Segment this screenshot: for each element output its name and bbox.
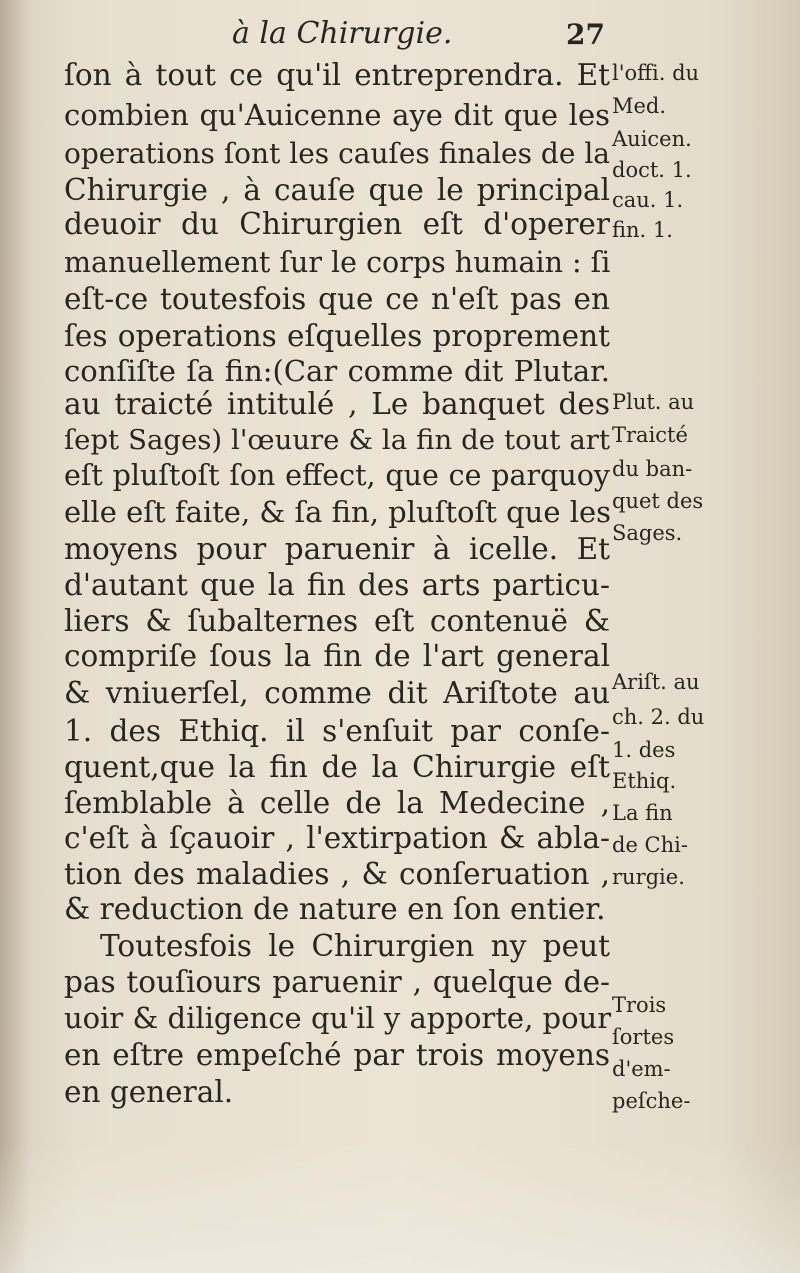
text-line: 1. des Ethiq. il s'enſuit par conſe- xyxy=(64,714,610,748)
margin-note-line: cau. 1. xyxy=(612,188,684,212)
text-line: liers & ſubalternes eſt contenuë & xyxy=(64,604,610,638)
text-line: operations ſont les cauſes finales de la xyxy=(64,137,610,170)
text-line: ſept Sages) l'œuure & la fin de tout art xyxy=(64,424,610,456)
margin-note-line: quet des xyxy=(612,489,704,513)
text-line: Toutesfois le Chirurgien ny peut xyxy=(100,929,610,963)
margin-note-line: 1. des xyxy=(612,738,676,762)
margin-note-line: fin. 1. xyxy=(612,218,673,242)
page-number: 27 xyxy=(566,18,605,51)
text-line: c'eſt à ſçauoir , l'extirpation & abla- xyxy=(64,821,610,855)
margin-note-line: peſche- xyxy=(612,1089,691,1113)
margin-note-line: doct. 1. xyxy=(612,158,692,182)
margin-note-line: La fin xyxy=(612,801,673,825)
text-line: ſemblable à celle de la Medecine , xyxy=(64,786,610,820)
margin-note-line: du ban- xyxy=(612,457,693,481)
text-line: combien qu'Auicenne aye dit que les xyxy=(64,98,610,132)
margin-note-line: Med. xyxy=(612,94,667,118)
margin-note-line: Plut. au xyxy=(612,390,695,414)
text-line: & reduction de nature en ſon entier. xyxy=(64,892,606,926)
text-line: moyens pour paruenir à icelle. Et xyxy=(64,532,610,566)
text-line: & vniuerſel, comme dit Ariſtote au xyxy=(64,676,610,710)
text-line: Chirurgie , à cauſe que le principal xyxy=(64,173,610,207)
text-line: tion des maladies , & conſeruation , xyxy=(64,857,610,891)
margin-note-line: de Chi- xyxy=(612,833,688,857)
margin-note-line: Sages. xyxy=(612,521,683,545)
margin-note-line: rurgie. xyxy=(612,865,685,889)
text-line: en general. xyxy=(64,1075,234,1109)
text-line: d'autant que la fin des arts particu- xyxy=(64,568,610,602)
margin-note-line: d'em- xyxy=(612,1057,671,1081)
margin-note-line: Auicen. xyxy=(612,127,692,151)
text-line: en eſtre empeſché par trois moyens xyxy=(64,1038,610,1072)
margin-note-line: ch. 2. du xyxy=(612,705,705,729)
text-line: deuoir du Chirurgien eſt d'operer xyxy=(64,207,610,241)
text-line: ſon à tout ce qu'il entreprendra. Et xyxy=(64,58,610,92)
margin-note-line: l'offi. du xyxy=(612,61,700,85)
margin-note-line: Ethiq. xyxy=(612,769,677,793)
text-line: uoir & diligence qu'il y apporte, pour xyxy=(64,1001,612,1035)
text-line: eſt pluſtoſt ſon effect, que ce parquoy xyxy=(64,459,610,492)
text-line: pas touſiours paruenir , quelque de- xyxy=(64,965,610,999)
margin-note-line: Trois xyxy=(612,993,667,1017)
margin-note-line: Traicté xyxy=(612,423,688,447)
text-line: eſt-ce toutesfois que ce n'eſt pas en xyxy=(64,282,610,316)
margin-note-line: Ariſt. au xyxy=(612,670,700,694)
text-line: ſes operations eſquelles proprement xyxy=(64,319,610,353)
running-head: à la Chirurgie. xyxy=(232,16,453,51)
text-line: au traicté intitulé , Le banquet des xyxy=(64,387,610,421)
text-line: manuellement ſur le corps humain : ſi xyxy=(64,246,611,279)
text-line: conſiſte ſa fin:(Car comme dit Plutar. xyxy=(64,354,610,388)
text-line: compriſe ſous la fin de l'art general xyxy=(64,639,610,673)
text-line: elle eſt faite, & ſa fin, pluſtoſt que les xyxy=(64,495,612,529)
text-line: quent,que la fin de la Chirurgie eſt xyxy=(64,750,610,784)
margin-note-line: ſortes xyxy=(612,1025,675,1049)
